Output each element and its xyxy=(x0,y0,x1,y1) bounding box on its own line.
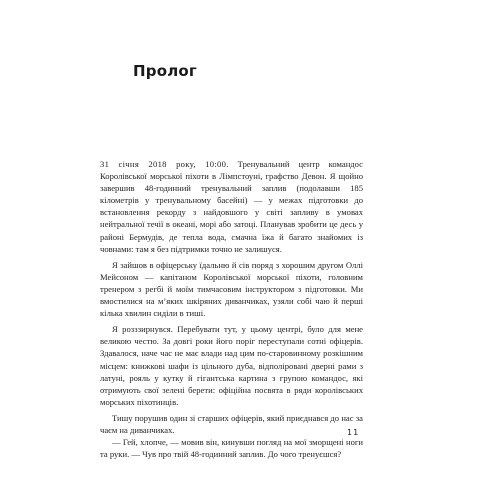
page-number: 11 xyxy=(347,428,360,437)
paragraph-4: Тишу порушив один зі старших офіцерів, який приєднався до нас за чаєм на диванчиках. xyxy=(100,412,363,435)
paragraph-3: Я розззирнувся. Перебувати тут, у цьому центрі, було для мене великою честю. За довгі роки його поріг переступали сотні офіцерів. Здавалося, наче час не має влади над цим по-старовинному розкішним місцем: книжкові шафи із цільного дуба, відполіровані дверні рами з латуні, рояль у кутку й гігантська картина з групою командос, які отримують свої зелені берети: офіційна посвята в ряди королівських морських піхотинців. xyxy=(100,324,363,407)
paragraph-1-text: Тренувальний центр командос Королівської морської піхоти в Лімпстоуні, графство Девон. Я щойно завершив 48-годинний тренувальний заплив (подолавши 185 кілометрів у тренувальному басейні) — у межах підготовки до встановлення рекорду з найдовшого у світі запливу в умовах нейтральної течії в океані, морі або затоці. Планував зробити це десь у районі Бермудів, де тепла вода, смачна їжа й багато знайомих із човнами: там я без підтримки точно не залишуся. xyxy=(100,159,363,254)
body-text xyxy=(100,158,363,460)
chapter-title: Пролог xyxy=(133,62,197,80)
paragraph-1 xyxy=(100,158,363,255)
paragraph-2: Я зайшов в офіцерську їдальню й сів поряд з хорошим другом Оллі Мейсоном — капітаном Королівської морської піхоти, головним тренером з регбі й моїм тимчасовим інструктором з підготовки. Ми вмостилися на м’яких шкіряних диванчиках, узяли собі чаю й перші кілька хвилин сиділи в тиші. xyxy=(100,259,363,319)
paragraph-5: — Гей, хлопче, — мовив він, кинувши погляд на мої зморщені ноги та руки. — Чув про твій 48-годинний заплив. До чого тренуєшся? xyxy=(100,437,363,460)
dateline: 31 січня 2018 року, 10:00. xyxy=(100,159,229,169)
